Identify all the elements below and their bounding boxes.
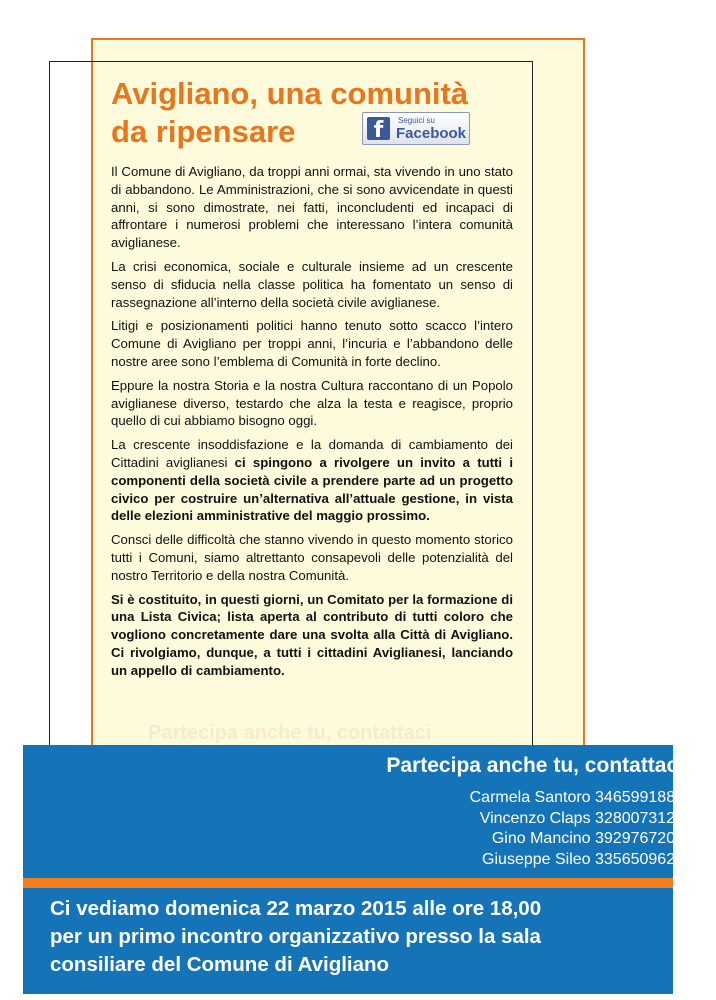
meeting-line-3: consiliare del Comune di Avigliano: [50, 953, 390, 976]
divider-stripe: [23, 878, 673, 888]
contact-item: Giuseppe Sileo 3356509628: [482, 850, 684, 868]
contact-item: Carmela Santoro 3465991886: [469, 789, 684, 806]
facebook-follow-badge[interactable]: [362, 112, 470, 145]
article-body: [111, 163, 513, 686]
paragraph-1: Il Comune di Avigliano, da troppi anni ormai, sta vivendo in uno stato di abbandono. Le Amministrazioni, che si sono avvicendate in questi anni, si sono dimostrate, nei fatti, inconcludenti ed incapaci di affrontare i numerosi problemi che interessano l’intera comunità aviglianese.: [111, 164, 513, 251]
paragraph-4: Eppure la nostra Storia e la nostra Cultura raccontano di un Popolo aviglianese diverso, testardo che alza la testa e reagisce, proprio quello di cui abbiamo bisogno oggi.: [111, 377, 513, 429]
facebook-icon: f: [367, 117, 390, 140]
contact-item: Vincenzo Claps 3280073122: [479, 809, 684, 827]
contact-item: Gino Mancino 3929767206: [491, 830, 684, 847]
paragraph-2: La crisi economica, sociale e culturale insieme ad un crescente senso di sfiducia nella classe politica ha fomentato un senso di rassegnazione all’interno della società civile aviglianese.: [111, 258, 513, 310]
meeting-line-1: Ci vediamo domenica 22 marzo 2015 alle ore 18,00: [50, 897, 542, 920]
paragraph-7-emphasis: Si è costituito, in questi giorni, un Comitato per la formazione di una Lista Civica; lista aperta al contributo di tutti coloro che vogliono concretamente dare una svolta alla Città di Avigliano. Ci rivolgiamo, dunque, a tutti i cittadini Aviglianesi, lanciando un appello di cambiamento.: [111, 591, 513, 678]
paragraph-5-emphasis: ci spingono a rivolgere un invito a tutti i componenti della società civile a prendere parte ad un progetto civico per costruire un’alternativa all’attuale gestione, in vista delle elezioni amministrative del maggio prossimo.: [111, 454, 513, 524]
meeting-announcement: [50, 895, 675, 979]
facebook-badge-brand: Facebook: [396, 125, 467, 142]
title-line-1: Avigliano, una comunità: [111, 76, 469, 111]
paragraph-5: [111, 436, 513, 525]
title-line-2: da ripensare: [111, 114, 296, 149]
paragraph-5-text: La crescente insoddisfazione e la domanda di cambiamento dei Cittadini aviglianesi: [111, 437, 513, 470]
paragraph-6: Consci delle difficoltà che stanno vivendo in questo momento storico tutti i Comuni, siamo altrettanto consapevoli delle potenzialità del nostro Territorio e della nostra Comunità.: [111, 532, 513, 583]
paragraph-3: Litigi e posizionamenti politici hanno tenuto sotto scacco l’intero Comune di Avigliano per troppi anni, l’incuria e l’abbandono delle nostre aree sono l’emblema di Comunità in forte declino.: [111, 318, 513, 369]
contact-list: [470, 788, 684, 870]
paragraph-7: [111, 591, 513, 680]
faded-ghost-text: Partecipa anche tu, contattaci: [148, 722, 432, 744]
facebook-badge-caption: Seguici su: [398, 116, 435, 125]
meeting-line-2: per un primo incontro organizzativo presso la sala: [50, 925, 541, 948]
contact-heading: Partecipa anche tu, contattaci: [386, 754, 684, 777]
